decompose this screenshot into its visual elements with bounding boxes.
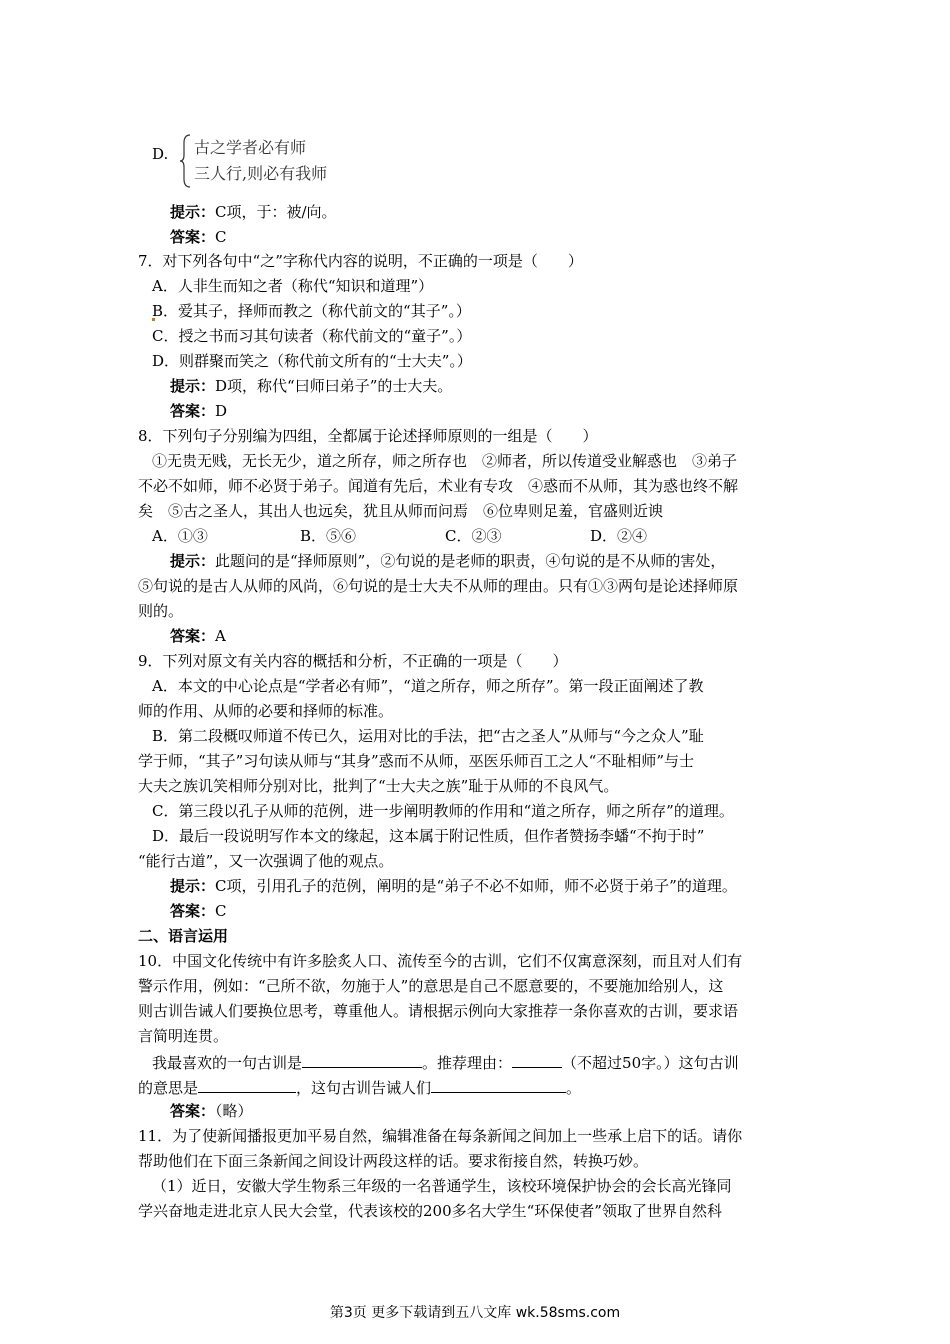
q9-stem: 9．下列对原文有关内容的概括和分析，不正确的一项是（ ） [138, 652, 568, 670]
q10-line4: 言简明连贯。 [138, 1027, 229, 1045]
q9-hint: 提示：C项，引用孔子的范例，阐明的是“弟子不必不如师，师不必贤于弟子”的道理。 [170, 877, 737, 895]
brace-icon [180, 133, 192, 189]
q8-hint-1: 提示：此题问的是“择师原则”，②句说的是老师的职责，④句说的是不从师的害处， [170, 552, 726, 570]
q11-line2: 帮助他们在下面三条新闻之间设计两段这样的话。要求衔接自然，转换巧妙。 [138, 1152, 649, 1170]
q7-answer: 答案：D [170, 402, 228, 420]
q6-option-d-label: D. [152, 145, 169, 163]
q7-option-b: B．爱其子，择师而教之（称代前文的“其子”。） [152, 302, 471, 320]
q9-b-1: B．第二段概叹师道不传已久，运用对比的手法，把“古之圣人”从师与“今之众人”耻 [152, 727, 704, 745]
q8-hint-3: 则的。 [138, 602, 184, 620]
q9-answer: 答案：C [170, 902, 227, 920]
q10-fill-line1: 我最喜欢的一句古训是 。推荐理由： （不超过50字。）这句古训 [152, 1051, 739, 1073]
q9-d-1: D．最后一段说明写作本文的缘起，这本属于附记性质，但作者赞扬李蟠“不拘于时” [152, 827, 705, 845]
q7-option-c: C．授之书而习其句读者（称代前文的“童子”。） [152, 327, 472, 345]
q7-stem: 7．对下列各句中“之”字称代内容的说明，不正确的一项是（ ） [138, 252, 583, 270]
q7-hint: 提示：D项，称代“曰师曰弟子”的士大夫。 [170, 377, 453, 395]
q8-stem: 8．下列句子分别编为四组，全都属于论述择师原则的一组是（ ） [138, 427, 598, 445]
q9-b-3: 大夫之族讥笑相师分别对比，批判了“士大夫之族”耻于从师的不良风气。 [138, 777, 619, 795]
q6-d-line1: 古之学者必有师 [194, 138, 307, 157]
q8-opt-a: A．①③ [152, 527, 208, 545]
q6-d-line2: 三人行,则必有我师 [194, 164, 328, 183]
q8-hint-2: ⑤句说的是古人从师的风尚，⑥句说的是士大夫不从师的理由。只有①③两句是论述择师原 [138, 577, 739, 595]
q11-line4: 学兴奋地走进北京人民大会堂，代表该校的200多名大学生“环保使者”领取了世界自然科 [138, 1202, 722, 1220]
q9-a-2: 师的作用、从师的必要和择师的标准。 [138, 702, 394, 720]
q11-line3: （1）近日，安徽大学生物系三年级的一名普通学生，该校环境保护协会的会长高光锋同 [152, 1177, 732, 1195]
q6-hint: 提示：C项，于：被/向。 [170, 203, 337, 221]
q8-opt-d: D．②④ [590, 527, 648, 545]
q10-line2: 警示作用，例如：“己所不欲，勿施于人”的意思是自己不愿意要的，不要施加给别人，这 [138, 977, 724, 995]
q8-opt-b: B．⑤⑥ [300, 527, 357, 545]
page-footer: 第3页 更多下载请到五八文库 wk.58sms.com [329, 1305, 621, 1321]
q9-a-1: A．本文的中心论点是“学者必有师”，“道之所存，师之所存”。第一段正面阐述了教 [152, 677, 704, 695]
q7-option-d: D．则群聚而笑之（称代前文所有的“士大夫”。） [152, 352, 472, 370]
q9-b-2: 学于师，“其子”习句读从师与“其身”惑而不从师，巫医乐师百工之人“不耻相师”与士 [138, 752, 695, 770]
q10-answer: 答案：（略） [170, 1102, 253, 1120]
q7-option-a: A．人非生而知之者（称代“知识和道理”） [152, 277, 434, 295]
q10-line1: 10．中国文化传统中有许多脍炙人口、流传至今的古训，它们不仅寓意深刻，而且对人们有 [138, 952, 743, 970]
q8-answer: 答案：A [170, 627, 226, 645]
blank-motto[interactable] [302, 1051, 422, 1068]
blank-meaning[interactable] [198, 1076, 296, 1093]
q8-opt-c: C．②③ [445, 527, 502, 545]
section-heading: 二、语言运用 [138, 927, 229, 945]
q9-d-2: “能行古道”，又一次强调了他的观点。 [138, 852, 394, 870]
q8-line1: ①无贵无贱，无长无少，道之所存，师之所存也 ②师者，所以传道受业解惑也 ③弟子 [152, 452, 738, 470]
q10-fill-line2: 的意思是 ，这句古训告诫人们 。 [138, 1076, 581, 1098]
blank-lesson[interactable] [431, 1076, 566, 1093]
q10-line3: 则古训告诫人们要换位思考，尊重他人。请根据示例向大家推荐一条你喜欢的古训，要求语 [138, 1002, 739, 1020]
q9-c-1: C．第三段以孔子从师的范例，进一步阐明教师的作用和“道之所存，师之所存”的道理。 [152, 802, 734, 820]
q6-answer: 答案：C [170, 228, 227, 246]
blank-reason[interactable] [512, 1051, 562, 1068]
q8-line2: 不必不如师，师不必贤于弟子。闻道有先后，术业有专攻 ④惑而不从师，其为惑也终不解 [138, 477, 739, 495]
q8-line3: 矣 ⑤古之圣人，其出人也远矣，犹且从师而问焉 ⑥位卑则足羞，官盛则近谀 [138, 502, 664, 520]
q11-line1: 11．为了使新闻播报更加平易自然，编辑准备在每条新闻之间加上一些承上启下的话。请你 [138, 1127, 743, 1145]
